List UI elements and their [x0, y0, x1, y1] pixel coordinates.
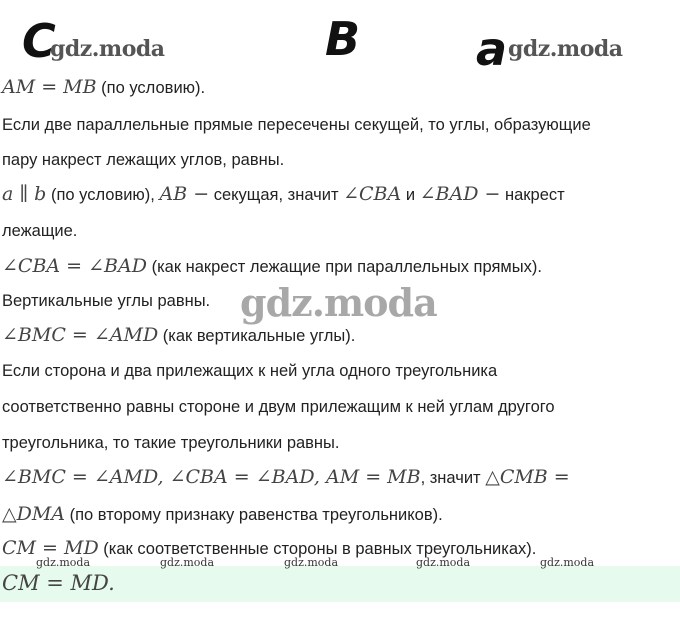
text: (как вертикальные углы).	[158, 327, 356, 345]
text: и	[401, 186, 420, 204]
math-vertical-angles: ∠BMC = ∠AMD	[2, 324, 159, 346]
watermark-left: gdz.moda	[50, 36, 165, 62]
math-conditions: ∠BMC = ∠AMD, ∠CBA = ∠BAD, AM = MB	[2, 466, 421, 488]
math-answer: CM = MD.	[2, 571, 115, 595]
line-2: Если две параллельные прямые пересечены секущей, то углы, образующие	[2, 116, 591, 134]
label-b: B	[325, 12, 361, 66]
line-4	[2, 183, 565, 206]
text: (как соответственные стороны в равных треугольниках).	[98, 540, 537, 558]
math-angles-equal: ∠CBA = ∠BAD	[2, 255, 147, 277]
math-parallel: a ∥ b	[2, 183, 47, 205]
label-a: a	[476, 22, 508, 76]
line-7: Вертикальные углы равны.	[2, 292, 211, 310]
line-13	[2, 503, 443, 526]
math-am-mb: AM = MB	[2, 76, 97, 98]
line-10: соответственно равны стороне и двум прилежащим к ней углам другого	[2, 398, 555, 416]
math-triangle-cmb: △CMB =	[485, 466, 570, 488]
math-cm-md: CM = MD	[2, 537, 99, 559]
math-angle-cba: ∠CBA	[343, 183, 402, 205]
line-9: Если сторона и два прилежащих к ней угла одного треугольника	[2, 362, 498, 380]
line-5: лежащие.	[2, 222, 78, 240]
watermark-small-3: gdz.moda	[284, 556, 339, 569]
line-6	[2, 255, 542, 278]
text: секущая, значит	[209, 186, 344, 204]
line-11: треугольника, то такие треугольники равны.	[2, 434, 340, 452]
math-triangle-dma: △DMA	[2, 503, 66, 525]
watermark-small-5: gdz.moda	[540, 556, 595, 569]
watermark-center: gdz.moda	[240, 280, 437, 325]
figure-header	[0, 14, 680, 74]
watermark-small-4: gdz.moda	[416, 556, 471, 569]
watermark-small-1: gdz.moda	[36, 556, 91, 569]
line-3: пару накрест лежащих углов, равны.	[2, 151, 285, 169]
label-c: C	[22, 14, 56, 68]
line-8	[2, 324, 355, 347]
text: , значит	[420, 469, 486, 487]
line-15-answer	[2, 572, 115, 596]
text: (по условию),	[46, 186, 160, 204]
watermark-right: gdz.moda	[508, 36, 623, 62]
text: (как накрест лежащие при параллельных прямых).	[146, 258, 542, 276]
line-12	[2, 466, 570, 489]
watermark-small-2: gdz.moda	[160, 556, 215, 569]
line-1	[2, 76, 205, 99]
math-ab: AB −	[159, 183, 210, 205]
text: накрест	[500, 186, 565, 204]
math-angle-bad: ∠BAD −	[419, 183, 501, 205]
text: (по второму признаку равенства треугольников).	[65, 506, 443, 524]
text: (по условию).	[96, 79, 206, 97]
